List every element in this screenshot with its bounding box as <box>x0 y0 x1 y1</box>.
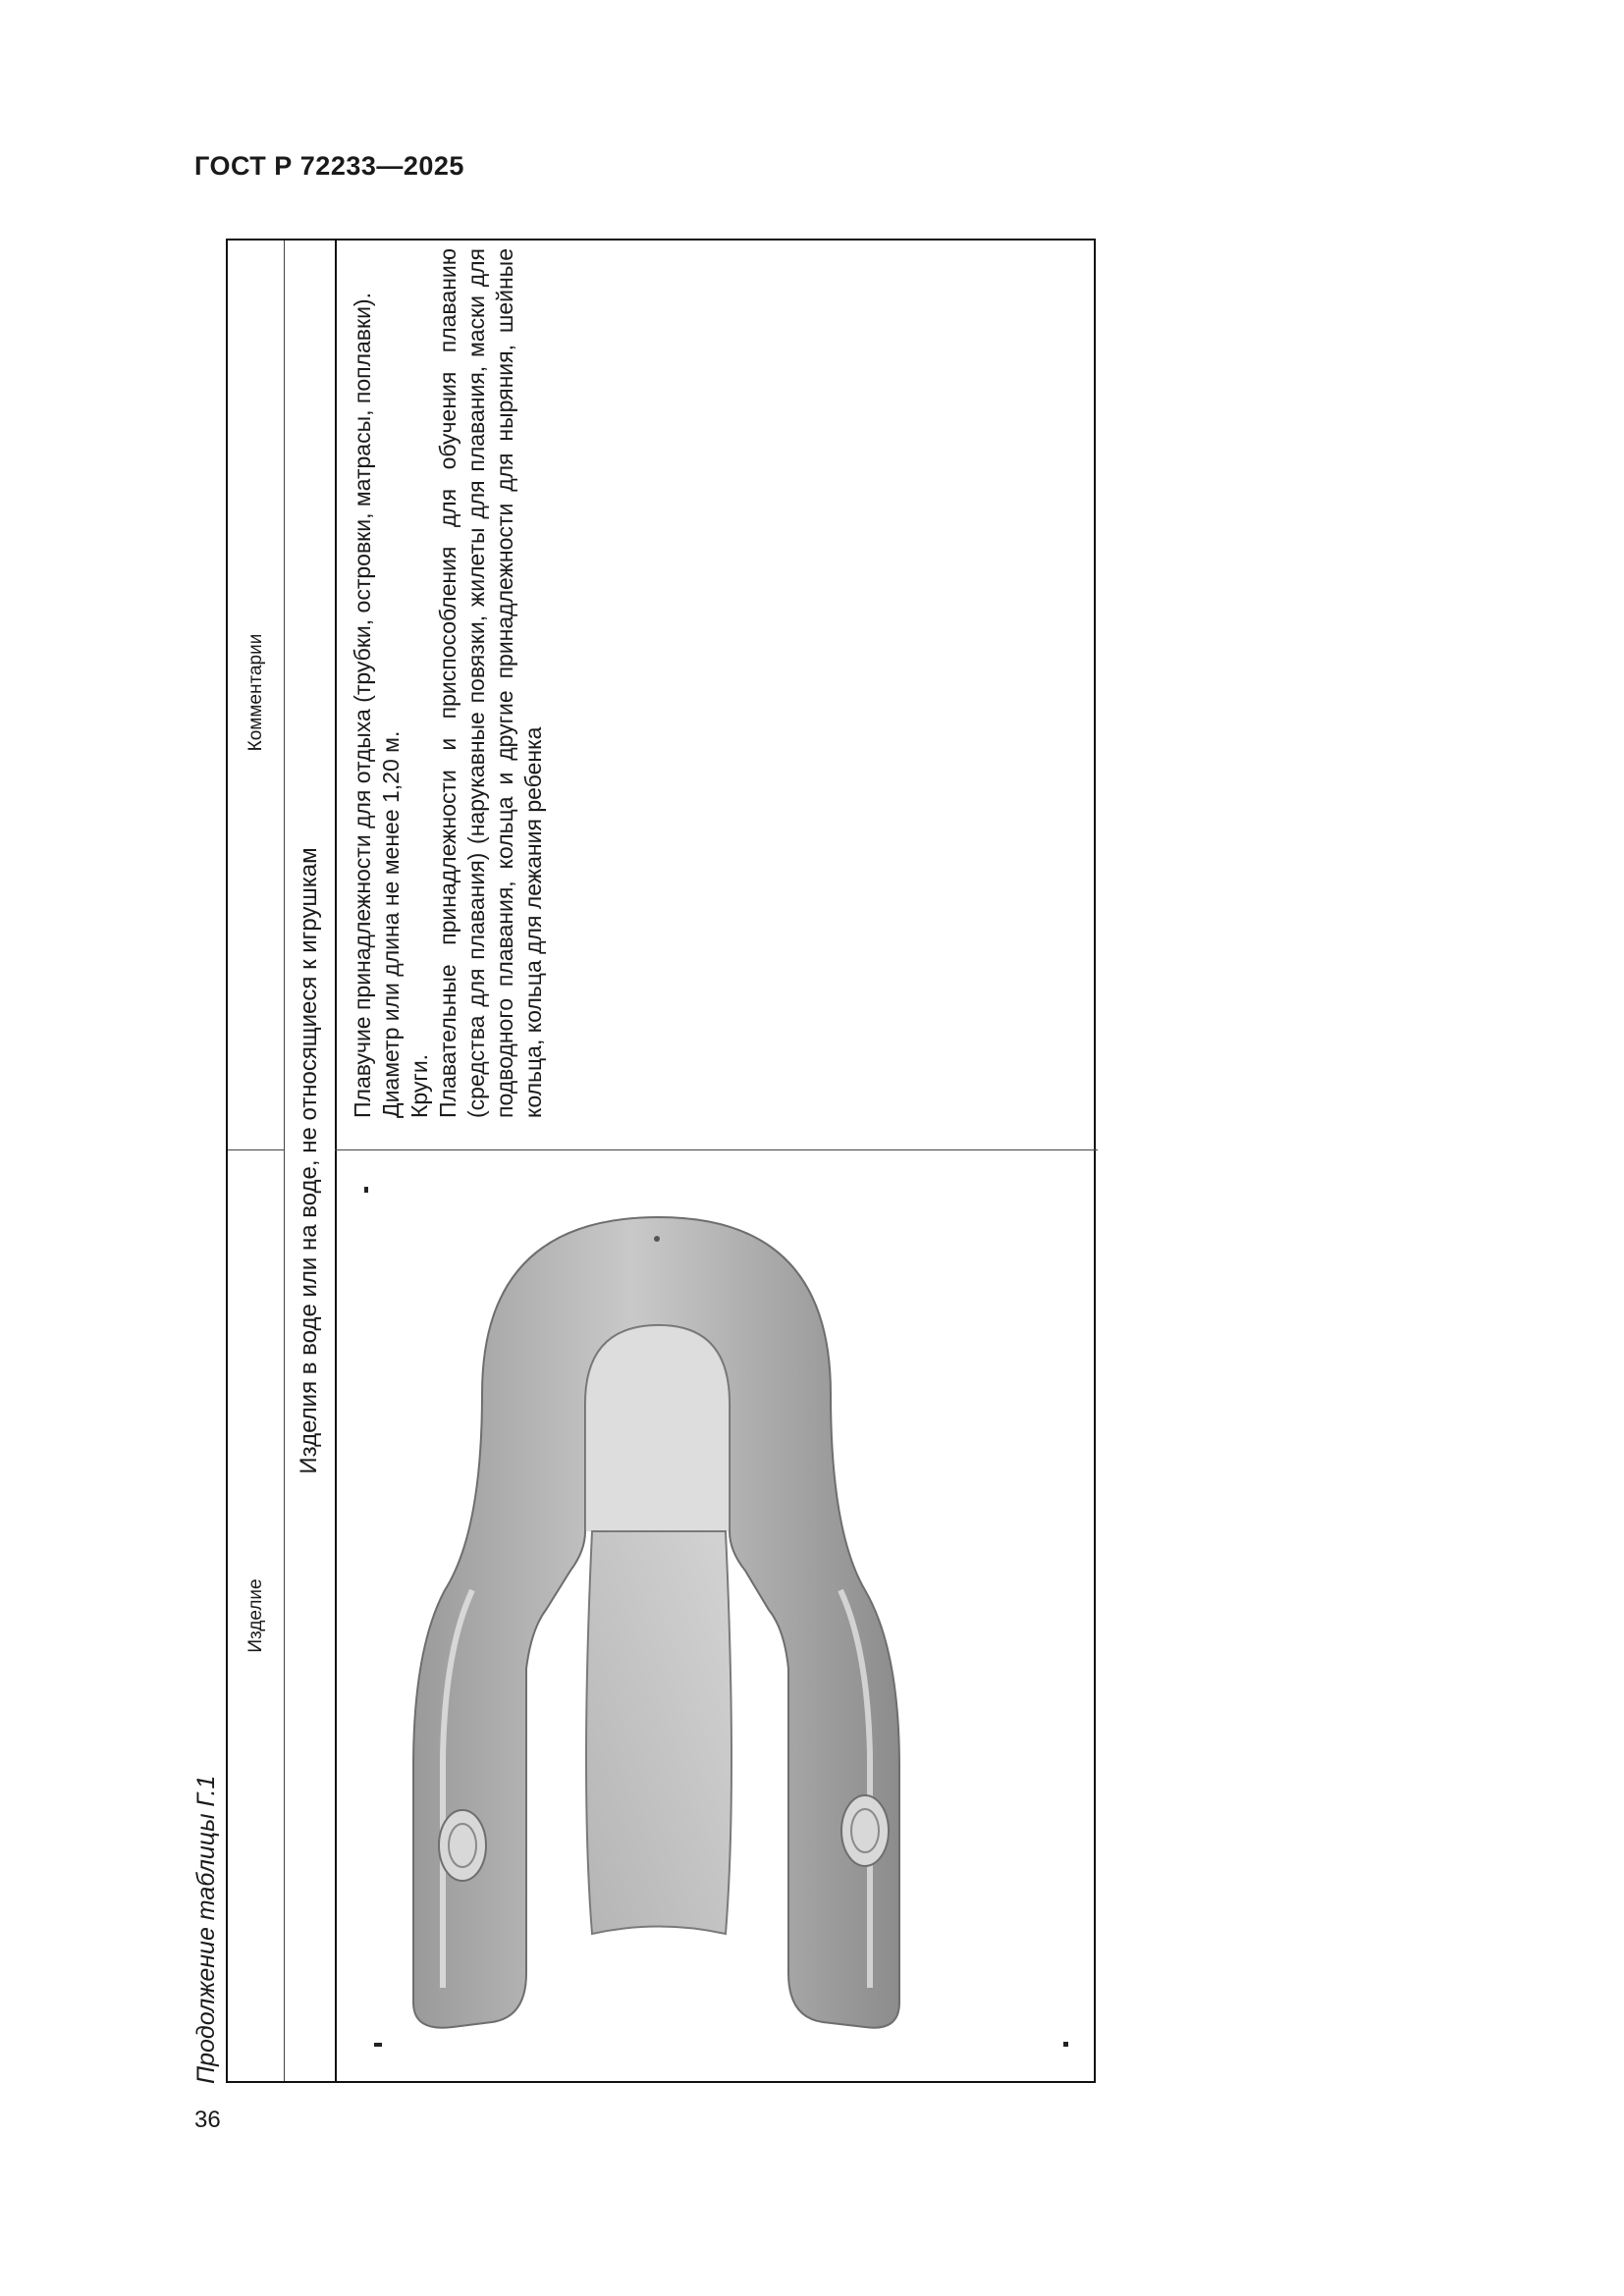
table-row <box>335 240 1098 2081</box>
column-header-comments: Комментарии <box>228 236 284 1150</box>
table-caption: Продолжение таблицы Г.1 <box>192 1775 220 2084</box>
products-table <box>226 239 1096 2083</box>
product-image-cell <box>335 1150 1098 2081</box>
table-header-row <box>228 240 285 2081</box>
comment-paragraph: Плавучие принадлежности для отдыха (трубки, островки, матрасы, поплавки). Диаметр или длина не менее 1,20 м. <box>350 293 404 1118</box>
inflatable-float-image <box>335 1150 1098 2081</box>
section-title: Изделия в воде или на воде, не относящиеся к игрушкам <box>296 847 322 1474</box>
column-header-product: Изделие <box>245 1578 266 1653</box>
document-header-title: ГОСТ Р 72233—2025 <box>194 151 464 181</box>
comment-paragraph: Круги. <box>406 1053 432 1118</box>
comment-paragraph: Плавательные принадлежности и приспособления для обучения плаванию (средства для плавания) (нарукавные повязки, жилеты для плавания, маски для подводного плавания, кольца и другие принадлежности для ныряния, шейные кольца, кольца для лежания ребенка <box>435 248 546 1118</box>
page-number: 36 <box>194 2107 221 2133</box>
comments-cell <box>335 237 1098 1150</box>
table-section-row <box>284 240 337 2081</box>
